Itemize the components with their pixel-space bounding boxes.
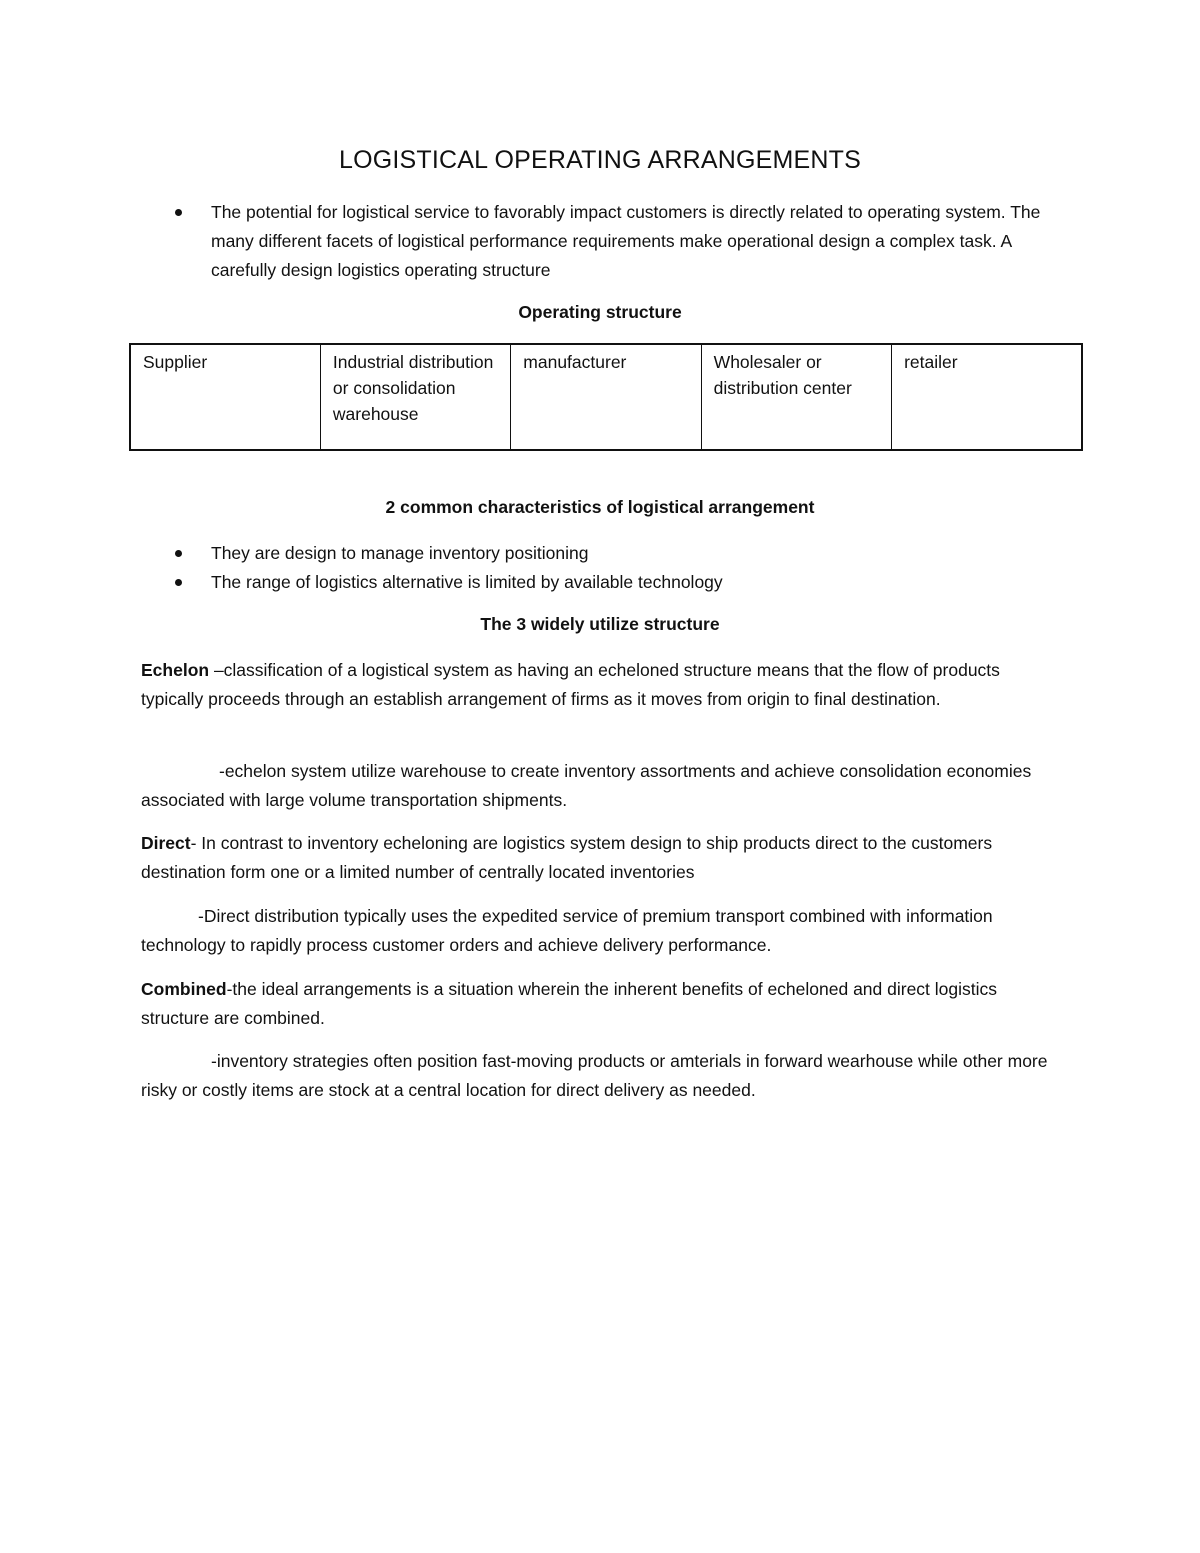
direct-term: Direct (141, 833, 191, 853)
table-cell-supplier: Supplier (130, 344, 320, 450)
bullet-icon (175, 209, 182, 216)
intro-bullet-text: The potential for logistical service to favorably impact customers is directly related to operating system. The many different facets of logistical performance requirements make operational design a complex task. A carefully design logistics operating structure (211, 202, 1041, 280)
table-cell-wholesaler: Wholesaler or distribution center (701, 344, 891, 450)
characteristic-text: They are design to manage inventory positioning (211, 543, 589, 563)
echelon-text: –classification of a logistical system as having an echeloned structure means that the flow of products typically proceeds through an establish arrangement of firms as it moves from origin to final destination. (141, 660, 1000, 709)
echelon-term: Echelon (141, 660, 210, 680)
direct-text: - In contrast to inventory echeloning are logistics system design to ship products direct to the customers destination form one or a limited number of centrally located inventories (141, 833, 993, 882)
table-row (130, 344, 1082, 450)
list-item (170, 539, 1071, 568)
operating-structure-table (129, 343, 1083, 451)
intro-bullet-list (170, 198, 1071, 285)
list-item (170, 198, 1071, 285)
bullet-icon (175, 550, 182, 557)
operating-structure-heading: Operating structure (518, 302, 682, 322)
structures-heading: The 3 widely utilize structure (480, 614, 720, 634)
table-cell-manufacturer: manufacturer (511, 344, 701, 450)
document-title: LOGISTICAL OPERATING ARRANGEMENTS (339, 146, 861, 174)
combined-term: Combined (141, 979, 227, 999)
characteristic-text: The range of logistics alternative is limited by available technology (211, 572, 723, 592)
direct-paragraph (141, 829, 1061, 887)
bullet-icon (175, 579, 182, 586)
direct-note: -Direct distribution typically uses the expedited service of premium transport combined with information technology to rapidly process customer orders and achieve delivery performance. (141, 906, 993, 955)
combined-text: -the ideal arrangements is a situation wherein the inherent benefits of echeloned and direct logistics structure are combined. (141, 979, 998, 1028)
echelon-paragraph (141, 656, 1061, 714)
table-cell-retailer: retailer (892, 344, 1082, 450)
combined-note: -inventory strategies often position fast-moving products or amterials in forward wearhouse while other more risky or costly items are stock at a central location for direct delivery as needed. (141, 1051, 1048, 1100)
table-cell-industrial-distribution: Industrial distribution or consolidation warehouse (320, 344, 510, 450)
combined-paragraph (141, 975, 1061, 1033)
echelon-note: -echelon system utilize warehouse to create inventory assortments and achieve consolidation economies associated with large volume transportation shipments. (141, 761, 1032, 810)
characteristics-heading: 2 common characteristics of logistical arrangement (385, 497, 815, 517)
list-item (170, 568, 1071, 597)
characteristics-bullet-list (170, 539, 1071, 597)
